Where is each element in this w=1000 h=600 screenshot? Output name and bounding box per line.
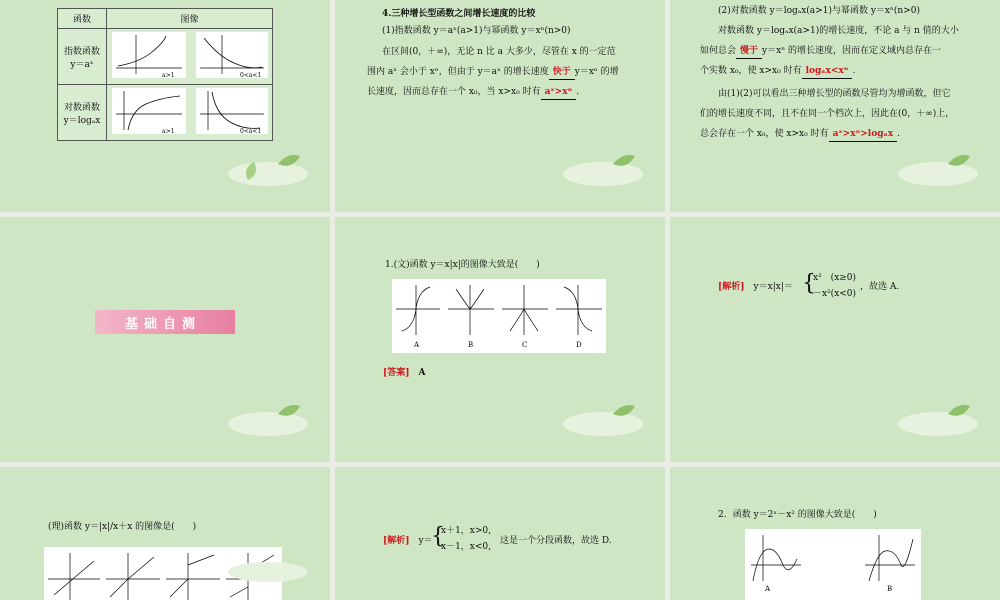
question-text: (理)函数 y＝|x|/x＋x 的图像是( ) [48,522,197,532]
paragraph-line: 总会存在一个 x₀，使 x>x₀ 时有 aˣ>xⁿ>logₐx . [700,128,900,142]
brace: { [802,271,816,296]
table-header-function: 函数 [58,9,107,29]
option-label: C [522,341,528,349]
panel-question-2 [670,467,1000,600]
answer-fill: 快于 [549,66,575,80]
solution-row: [解析] y＝ [383,536,433,546]
case-line: x＋1，x>0， [441,526,498,536]
answer-label: [答案] [383,368,410,378]
caption-log-b: 0<a<1 [239,128,261,135]
answer-fill: logₐx<xⁿ [802,65,853,79]
subheading-exp-vs-power: (1)指数函数 y＝aˣ(a>1)与幂函数 y＝xⁿ(n>0) [382,26,571,36]
paragraph-line: 长速度，因而总存在一个 x₀，当 x>x₀ 时有 aˣ>xⁿ . [367,86,579,100]
caption-exp-b: 0<a<1 [239,72,261,79]
question-text: 2．函数 y＝2ˣ－x² 的图像大致是( ) [718,510,877,520]
leaf-decoration-icon [208,144,318,204]
leaf-decoration-icon [543,144,653,204]
case-line: －x²(x<0) [813,289,857,299]
brace: { [431,524,445,549]
row-exp-graphs [107,29,273,85]
paragraph-line: 对数函数 y＝logₐx(a>1)的增长速度，不论 a 与 n 值的大小 [718,26,959,36]
option-label: A [765,585,771,593]
panel-growth-compare-1 [335,0,665,212]
panel-solution-1b [335,467,665,600]
subheading-log-vs-power: (2)对数函数 y＝logₐx(a>1)与幂函数 y＝xⁿ(n>0) [718,6,920,16]
panel-function-table [0,0,330,212]
paragraph-line: 个实数 x₀，使 x>x₀ 时有 logₐx<xⁿ . [700,65,855,79]
leaf-decoration-icon [543,394,653,454]
option-label: B [468,341,474,349]
function-table [57,8,273,141]
exp-graphs [110,30,270,80]
paragraph-line: 在区间(0，＋∞)，无论 n 比 a 大多少，尽管在 x 的一定范 [382,47,616,57]
option-label: B [887,585,893,593]
leaf-decoration-icon [878,394,988,454]
panel-growth-compare-2 [670,0,1000,212]
answer-row [383,367,426,380]
answer-fill: aˣ>xⁿ [541,86,577,100]
answer-fill: 慢于 [736,45,762,59]
solution-tail: ，故选 A. [860,282,900,292]
row-exp-label: 指数函数 y＝aˣ [58,29,107,85]
log-graphs [110,86,270,136]
row-log-label: 对数函数 y＝logₐx [58,85,107,141]
leaf-decoration-icon [878,144,988,204]
table-header-graph: 图像 [107,9,273,29]
panel-solution-1 [670,217,1000,462]
panel-question-1 [335,217,665,462]
section-banner: 基础自测 [95,310,235,334]
section-heading: 4.三种增长型函数之间增长速度的比较 [382,9,536,19]
panel-question-1b [0,467,330,600]
solution-row: [解析] y＝x|x|＝ [718,282,793,292]
paragraph-line: 们的增长速度不同，且不在同一个档次上，因此在(0，＋∞)上， [700,109,955,119]
paragraph-line: 围内 aˣ 会小于 xⁿ，但由于 y＝aˣ 的增长速度 快于 y＝xⁿ 的增 [367,66,619,80]
options-graphs [392,279,606,353]
case-line: x² (x≥0) [813,273,857,283]
leaf-decoration-icon [208,552,318,592]
solution-label: [解析] [383,536,410,546]
paragraph-line: 由(1)(2)可以看出三种增长型的函数尽管均为增函数，但它 [718,89,951,99]
caption-log-a: a>1 [161,128,174,135]
answer-value: A [418,368,426,378]
option-label: D [576,341,582,349]
answer-fill: aˣ>xⁿ>logₐx [829,128,898,142]
panel-banner [0,217,330,462]
leaf-decoration-icon [208,394,318,454]
question-text: 1.(文)函数 y＝x|x|的图像大致是( ) [385,260,540,270]
option-label: A [414,341,420,349]
solution-tail: 这是一个分段函数，故选 D. [500,536,612,546]
case-line: x－1，x<0， [441,542,498,552]
caption-exp-a: a>1 [161,72,174,79]
solution-label: [解析] [718,282,745,292]
row-log-graphs [107,85,273,141]
paragraph-line: 如何总会 慢于 y＝xⁿ 的增长速度，因而在定义域内总存在一 [700,45,941,59]
options-graphs [745,529,921,600]
